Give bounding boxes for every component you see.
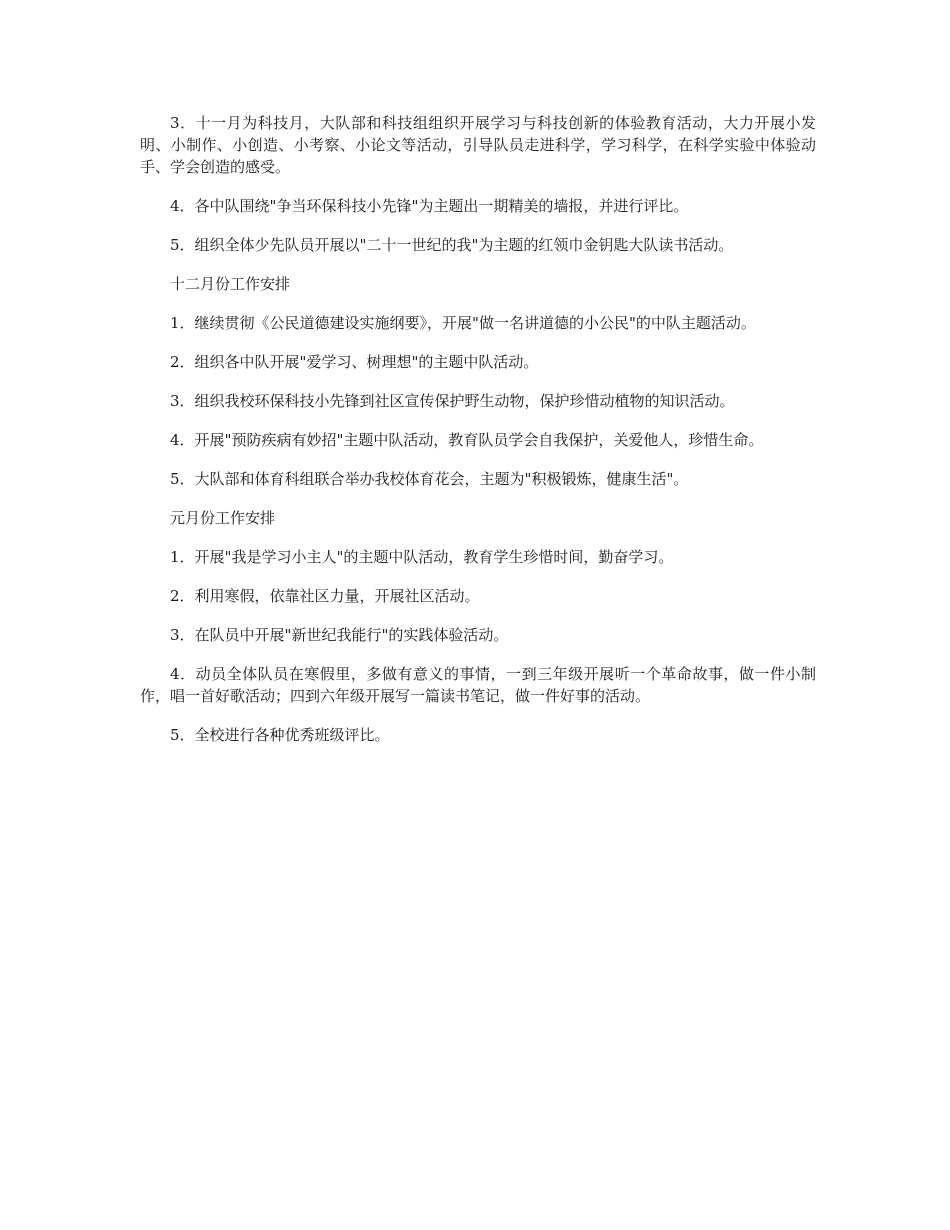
paragraph-december-4: 4．开展"预防疾病有妙招"主题中队活动，教育队员学会自我保护，关爱他人，珍惜生命。 — [170, 431, 764, 449]
heading-december: 十二月份工作安排 — [170, 275, 291, 293]
paragraph-november-5: 5．组织全体少先队员开展以"二十一世纪的我"为主题的红领巾金钥匙大队读书活动。 — [170, 236, 734, 254]
heading-january: 元月份工作安排 — [170, 509, 276, 527]
paragraph-december-3: 3．组织我校环保科技小先锋到社区宣传保护野生动物，保护珍惜动植物的知识活动。 — [170, 392, 735, 410]
paragraph-december-5: 5．大队部和体育科组联合举办我校体育花会，主题为"积极锻炼，健康生活"。 — [170, 470, 689, 488]
paragraph-january-1: 1．开展"我是学习小主人"的主题中队活动，教育学生珍惜时间，勤奋学习。 — [170, 548, 674, 566]
paragraph-january-2: 2．利用寒假，依靠社区力量，开展社区活动。 — [170, 587, 480, 605]
paragraph-january-3: 3．在队员中开展"新世纪我能行"的实践体验活动。 — [170, 626, 509, 644]
paragraph-january-5: 5．全校进行各种优秀班级评比。 — [170, 726, 390, 744]
paragraph-november-4: 4．各中队围绕"争当环保科技小先锋"为主题出一期精美的墙报，并进行评比。 — [170, 197, 689, 215]
paragraph-december-2: 2．组织各中队开展"爱学习、树理想"的主题中队活动。 — [170, 353, 539, 371]
paragraph-november-3: 3．十一月为科技月，大队部和科技组组织开展学习与科技创新的体验教育活动，大力开展小发明、小制作、小创造、小考察、小论文等活动，引导队员走进科学，学习科学，在科学实验中体验动手、学会创造的感受。 — [140, 114, 816, 176]
paragraph-december-1: 1．继续贯彻《公民道德建设实施纲要》，开展"做一名讲道德的小公民"的中队主题活动。 — [170, 314, 756, 332]
paragraph-january-4: 4．动员全体队员在寒假里，多做有意义的事情，一到三年级开展听一个革命故事，做一件小制作，唱一首好歌活动；四到六年级开展写一篇读书笔记，做一件好事的活动。 — [140, 665, 816, 705]
document-page — [140, 112, 816, 763]
